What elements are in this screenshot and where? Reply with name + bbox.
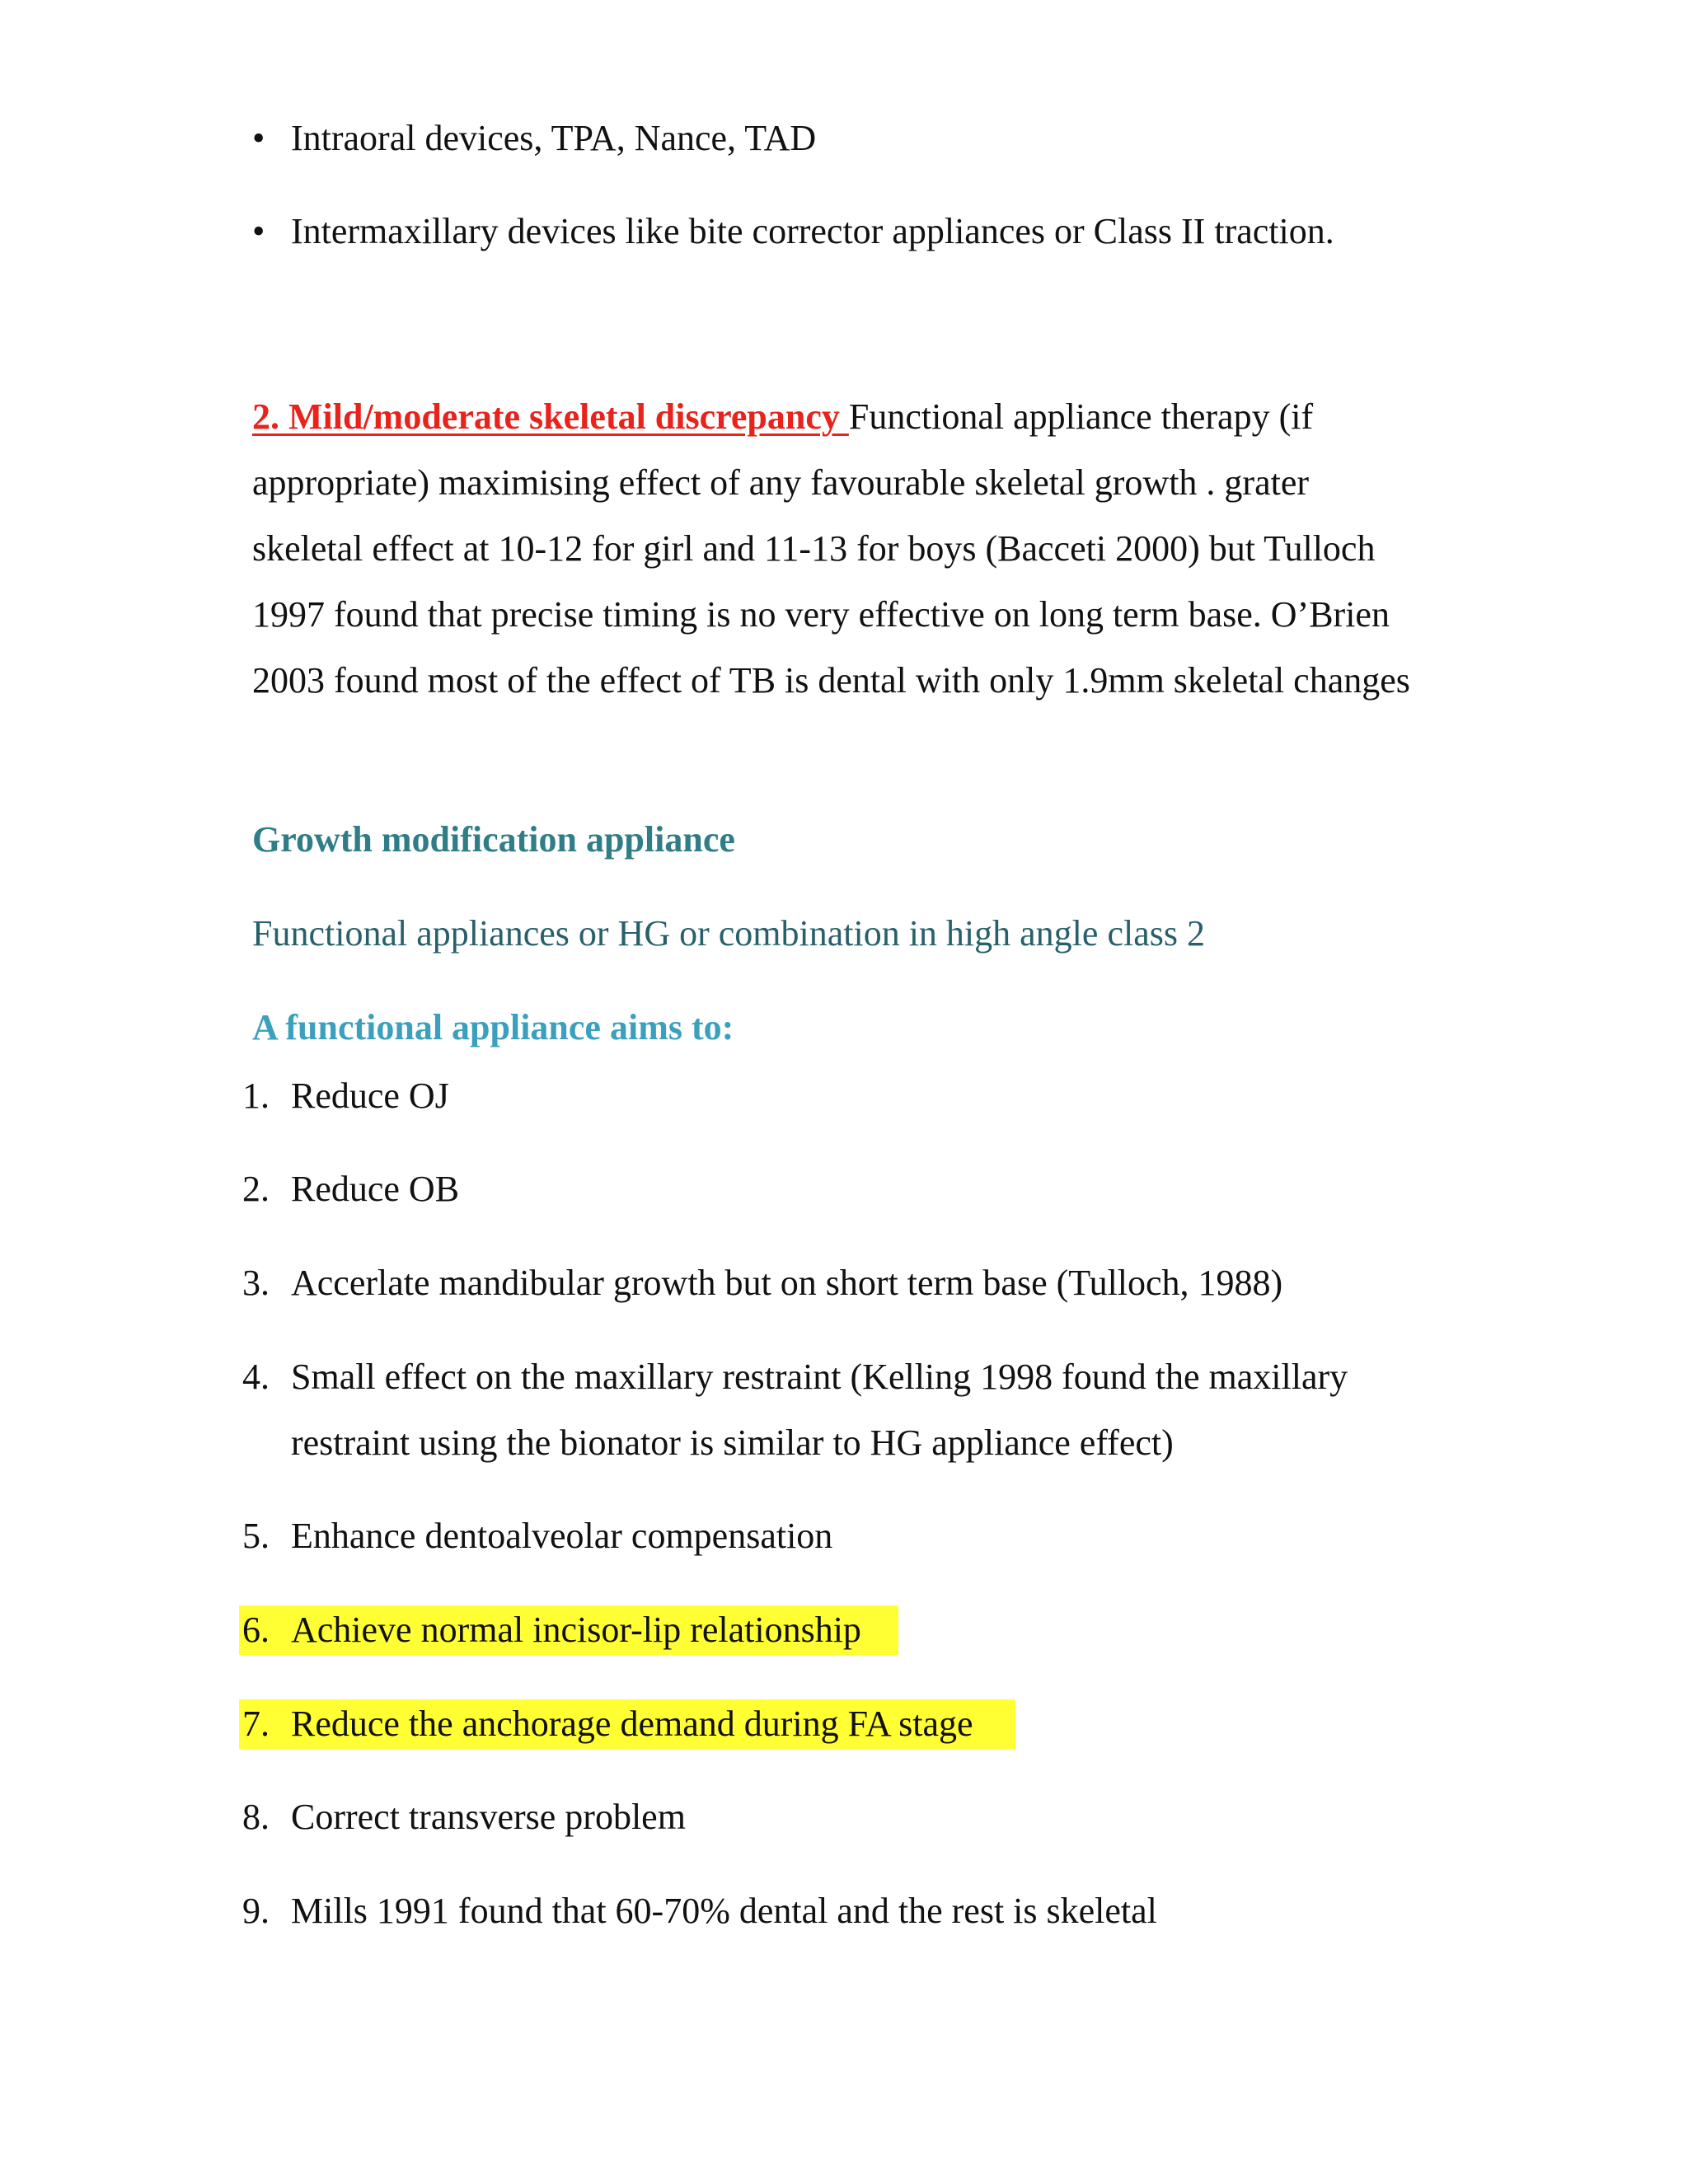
growth-subtext: Functional appliances or HG or combination in high angle class 2 [252,913,1205,954]
list-item: Reduce OB [291,1169,460,1209]
section2-line: 1997 found that precise timing is no very effective on long term base. O’Brien [252,594,1390,635]
list-number: 1. [242,1076,270,1116]
section2-line: Functional appliance therapy (if [848,396,1314,437]
list-item: Correct transverse problem [291,1797,686,1837]
section2-line: appropriate) maximising effect of any favourable skeletal growth . grater [252,462,1310,503]
growth-heading: Growth modification appliance [252,819,735,860]
list-number: 5. [242,1516,270,1556]
list-item: Accerlate mandibular growth but on short term base (Tulloch, 1988) [291,1263,1283,1303]
list-number: 3. [242,1263,270,1303]
bullet-item: Intraoral devices, TPA, Nance, TAD [291,118,817,158]
aims-heading: A functional appliance aims to: [252,1007,734,1047]
section2-line: 2003 found most of the effect of TB is dental with only 1.9mm skeletal changes [252,660,1410,701]
list-item: Small effect on the maxillary restraint (Kelling 1998 found the maxillary [291,1357,1348,1397]
list-item: Reduce the anchorage demand during FA stage [291,1704,973,1744]
section2-first-line [252,394,1313,440]
list-number: 8. [242,1797,270,1837]
list-item-continuation: restraint using the bionator is similar to HG appliance effect) [291,1422,1174,1463]
list-number: 7. [242,1704,270,1744]
list-number: 9. [242,1891,270,1931]
section2-heading: 2. Mild/moderate skeletal discrepancy [252,396,849,437]
list-number: 6. [242,1610,270,1650]
list-item: Achieve normal incisor-lip relationship [291,1610,861,1650]
bullet-marker: • [252,118,265,158]
section2-line: skeletal effect at 10-12 for girl and 11-13 for boys (Bacceti 2000) but Tulloch [252,528,1376,569]
list-item: Mills 1991 found that 60-70% dental and the rest is skeletal [291,1891,1157,1931]
list-number: 2. [242,1169,270,1209]
bullet-marker: • [252,211,265,251]
bullet-item: Intermaxillary devices like bite corrector appliances or Class II traction. [291,211,1334,251]
list-item: Enhance dentoalveolar compensation [291,1516,833,1556]
list-number: 4. [242,1357,270,1397]
list-item: Reduce OJ [291,1076,449,1116]
